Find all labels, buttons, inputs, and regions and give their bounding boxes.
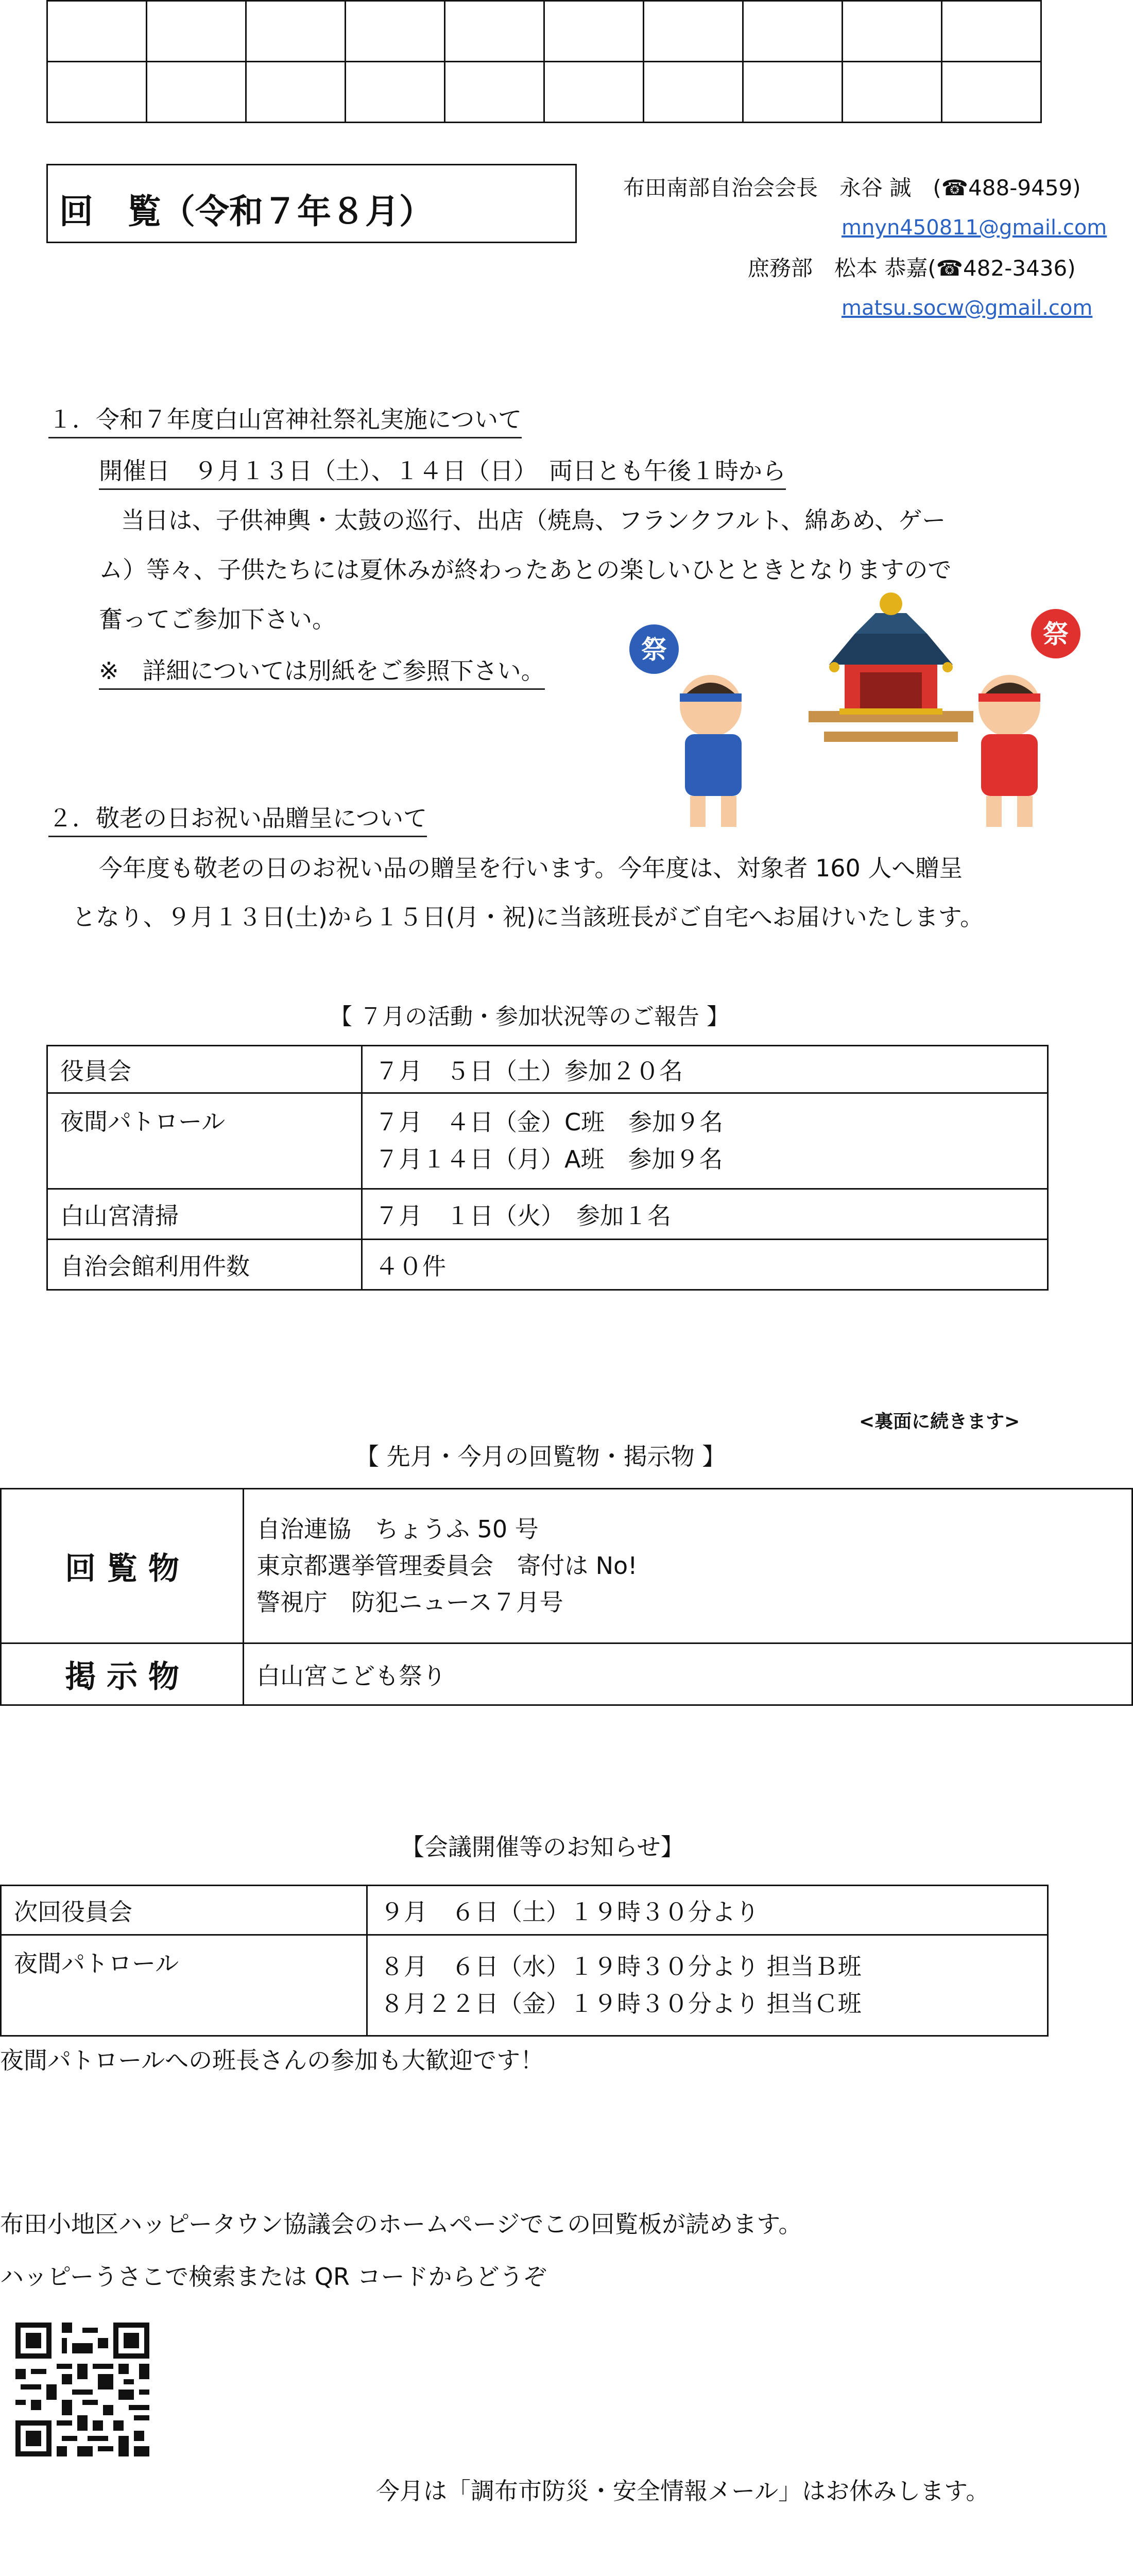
circulars-items: 白山宮こども祭り — [244, 1643, 1132, 1705]
circulars-label: 回 覧 物 — [1, 1489, 244, 1643]
mail-notice: 今月は「調布市防災・安全情報メール」はお休みします。 — [376, 2477, 990, 2505]
table-row — [1, 1489, 1132, 1643]
boy-happi — [685, 734, 742, 796]
section1-date: 開催日 ９月１３日（土）、１４日（日） 両日とも午後１時から — [99, 457, 786, 490]
fan-left-text: 祭 — [641, 635, 667, 665]
girl-happi — [981, 734, 1038, 796]
table-row — [1, 1886, 1048, 1935]
meetings-label: 次回役員会 — [1, 1886, 367, 1935]
table-row — [47, 1189, 1048, 1240]
circulars-caption: 【 先月・今月の回覧物・掲示物 】 — [355, 1443, 726, 1470]
section2-body-1: 今年度も敬老の日のお祝い品の贈呈を行います。今年度は、対象者 160 人へ贈呈 — [99, 854, 963, 882]
page-title: 回 覧（令和７年８月） — [59, 192, 433, 231]
phoenix-ornament — [880, 592, 902, 615]
table-row — [1, 1935, 1048, 2036]
homepage-line-1: 布田小地区ハッピータウン協議会のホームページでこの回覧板が読めます。 — [0, 2210, 802, 2238]
activity-label: 夜間パトロール — [47, 1093, 362, 1189]
meetings-label: 夜間パトロール — [1, 1935, 367, 2036]
activity-caption: 【 ７月の活動・参加状況等のご報告 】 — [330, 1004, 729, 1030]
section1-body-3: 奮ってご参加下さい。 — [99, 605, 336, 633]
stamp-grid — [46, 0, 1042, 123]
meetings-table — [0, 1885, 1049, 2037]
table-row — [47, 1093, 1048, 1189]
meetings-caption: 【会議開催等のお知らせ】 — [401, 1833, 684, 1861]
president-contact: 布田南部自治会会長 永谷 誠 (☎488-9459) — [623, 175, 1081, 200]
continued-note: <裏面に続きます> — [859, 1411, 1020, 1432]
mikoshi-roof — [829, 634, 953, 665]
qr-code[interactable] — [15, 2323, 149, 2456]
circulars-label: 掲 示 物 — [1, 1643, 244, 1705]
meetings-value: ８月 ６日（水）１９時３０分より 担当Ｂ班 ８月２２日（金）１９時３０分より 担当Ｃ班 — [367, 1935, 1048, 2036]
activity-label: 役員会 — [47, 1046, 362, 1093]
activity-value: ４０件 — [362, 1240, 1048, 1290]
president-email-link[interactable]: mnyn450811@gmail.com — [842, 216, 1107, 240]
table-row — [47, 1240, 1048, 1290]
fan-right-text: 祭 — [1043, 619, 1069, 649]
circulars-items: 自治連協 ちょうふ 50 号 東京都選挙管理委員会 寄付は No! 警視庁 防犯ニュース７月号 — [244, 1489, 1132, 1643]
mikoshi-pole — [824, 732, 958, 742]
activity-value: ７月 ５日（土）参加２０名 — [362, 1046, 1048, 1093]
section2-body-2: となり、９月１３日(土)から１５日(月・祝)に当該班長がご自宅へお届けいたします。 — [72, 903, 984, 931]
title-box — [46, 164, 577, 243]
secretary-contact: 庶務部 松本 恭嘉(☎482-3436) — [748, 256, 1076, 281]
section1-heading: １．令和７年度白山宮神社祭礼実施について — [48, 405, 522, 438]
section1-body-1: 当日は、子供神輿・太鼓の巡行、出店（焼鳥、フランクフルト、綿あめ、ゲー — [121, 506, 946, 534]
activity-label: 白山宮清掃 — [47, 1189, 362, 1240]
secretary-email-link[interactable]: matsu.socw@gmail.com — [842, 296, 1093, 320]
section1-body-2: ム）等々、子供たちには夏休みが終わったあとの楽しいひとときとなりますので — [99, 556, 952, 584]
activity-table — [46, 1045, 1049, 1291]
section1-note: ※ 詳細については別紙をご参照下さい。 — [99, 657, 545, 690]
patrol-welcome: 夜間パトロールへの班長さんの参加も大歓迎です！ — [0, 2046, 544, 2074]
meetings-value: ９月 ６日（土）１９時３０分より — [367, 1886, 1048, 1935]
festival-illustration — [618, 577, 1092, 845]
homepage-line-2: ハッピーうさこで検索または QR コードからどうぞ — [0, 2263, 547, 2291]
activity-value: ７月 ４日（金）C班 参加９名 ７月１４日（月）A班 参加９名 — [362, 1093, 1048, 1189]
table-row — [47, 1046, 1048, 1093]
circulars-table — [0, 1488, 1133, 1706]
activity-value: ７月 １日（火） 参加１名 — [362, 1189, 1048, 1240]
activity-label: 自治会館利用件数 — [47, 1240, 362, 1290]
table-row — [1, 1643, 1132, 1705]
section2-heading: ２．敬老の日お祝い品贈呈について — [48, 804, 427, 837]
